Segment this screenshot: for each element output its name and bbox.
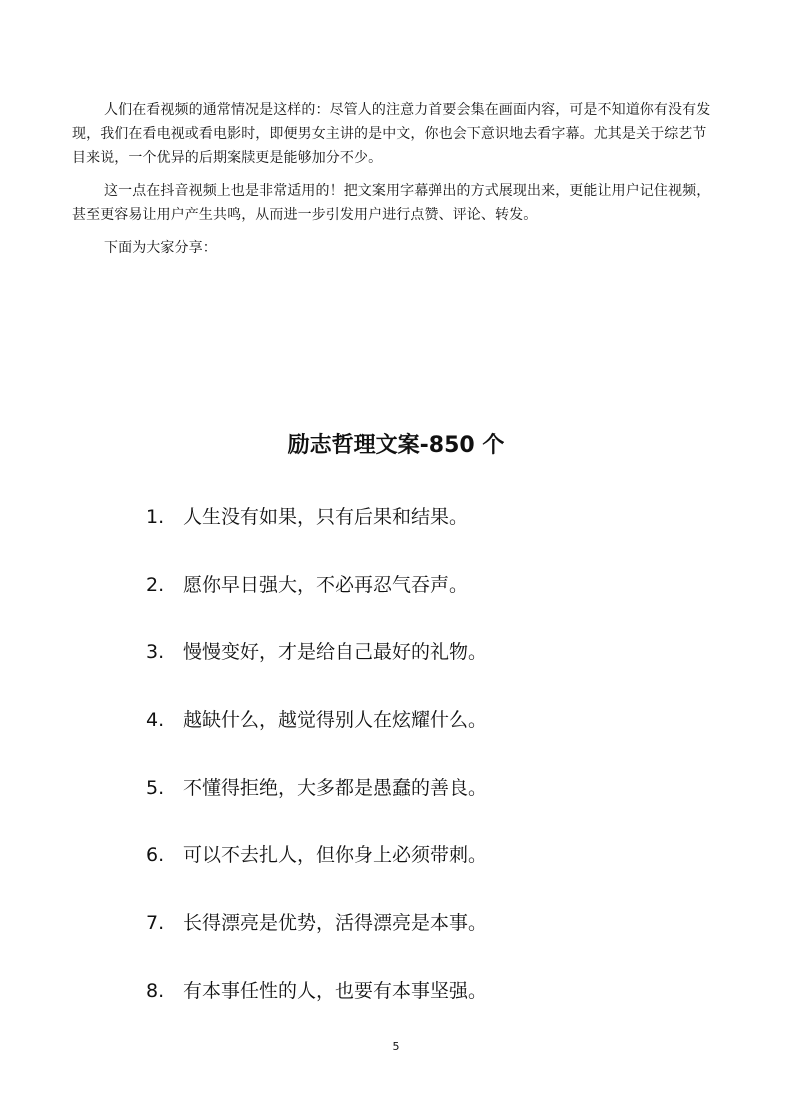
list-item — [146, 840, 487, 908]
list-item — [146, 908, 487, 976]
item-text: 人生没有如果，只有后果和结果。 — [183, 506, 469, 528]
item-number: 5. — [146, 776, 165, 799]
item-number: 7. — [146, 912, 165, 935]
item-text: 愿你早日强大，不必再忍气吞声。 — [183, 573, 469, 596]
item-text: 慢慢变好，才是给自己最好的礼物。 — [183, 641, 488, 664]
item-number: 2. — [146, 573, 165, 596]
item-number: 3. — [146, 641, 165, 664]
list-item — [146, 502, 487, 570]
list-item — [146, 570, 487, 638]
item-number: 1. — [146, 506, 165, 528]
item-text: 长得漂亮是优势，活得漂亮是本事。 — [183, 912, 488, 935]
item-text: 有本事任性的人，也要有本事坚强。 — [183, 979, 488, 1002]
list-item — [146, 705, 487, 773]
intro-text — [72, 98, 720, 269]
quote-list — [146, 502, 487, 1044]
intro-paragraph-1: 人们在看视频的通常情况是这样的：尽管人的注意力首要会集在画面内容，可是不知道你有没有发现，我们在看电视或看电影时，即便男女主讲的是中文，你也会下意识地去看字幕。尤其是关于综艺节目来说，一个优异的后期案牍更是能够加分不少。 — [72, 102, 711, 166]
section-title: 励志哲理文案-850 个 — [287, 433, 505, 458]
item-text: 越缺什么，越觉得别人在炫耀什么。 — [183, 709, 488, 732]
intro-paragraph-2: 这一点在抖音视频上也是非常适用的！把文案用字幕弹出的方式展现出来，更能让用户记住视频，甚至更容易让用户产生共鸣，从而进一步引发用户进行点赞、评论、转发。 — [72, 183, 711, 223]
item-number: 6. — [146, 844, 165, 867]
list-item — [146, 773, 487, 841]
page-number: 5 — [392, 1040, 400, 1053]
item-number: 8. — [146, 979, 165, 1002]
list-item — [146, 637, 487, 705]
item-text: 可以不去扎人，但你身上必须带刺。 — [183, 844, 488, 867]
intro-paragraph-3: 下面为大家分享： — [104, 240, 217, 256]
list-item — [146, 976, 487, 1044]
item-number: 4. — [146, 709, 165, 732]
item-text: 不懂得拒绝，大多都是愚蠢的善良。 — [183, 776, 488, 799]
